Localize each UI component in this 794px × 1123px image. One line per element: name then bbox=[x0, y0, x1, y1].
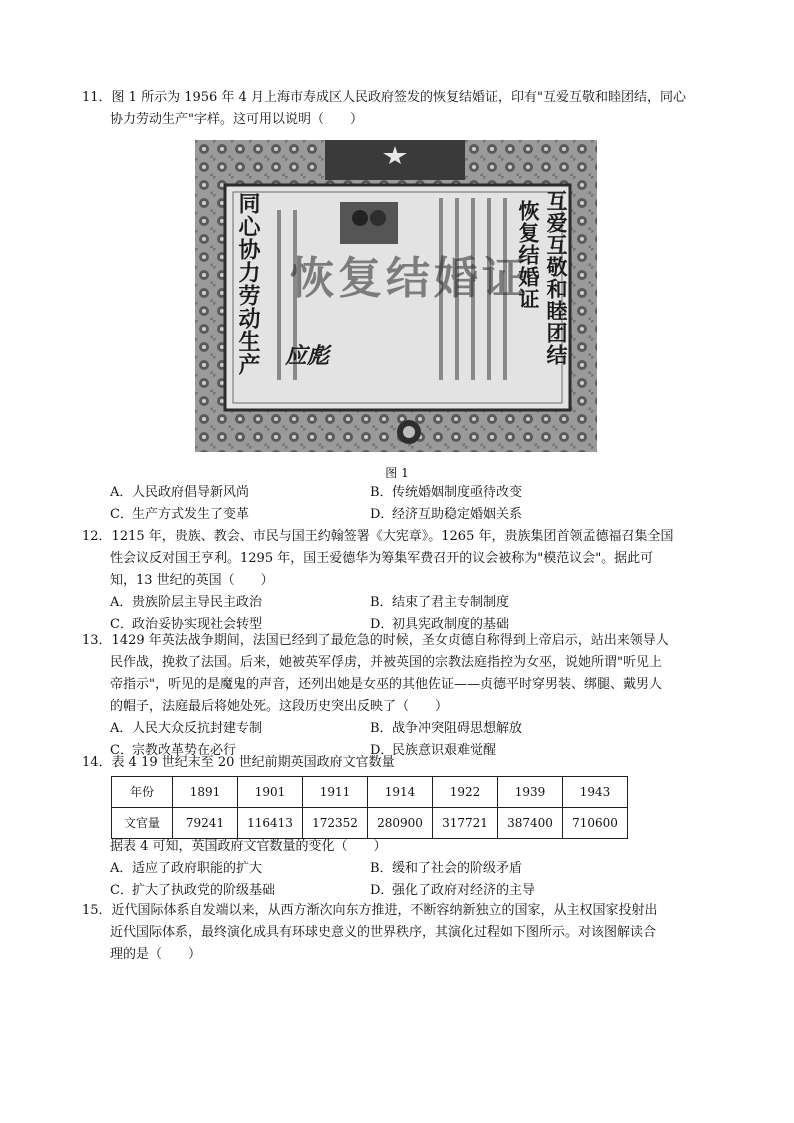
question-number: 15． bbox=[82, 903, 112, 918]
table-cell: 1922 bbox=[433, 777, 498, 808]
option-a[interactable]: A．人民大众反抗封建专制 bbox=[110, 721, 263, 736]
question-number: 11． bbox=[82, 90, 112, 105]
option-c[interactable]: C．宗教改革势在必行 bbox=[110, 743, 237, 758]
certificate-overlay-text: 恢复结婚证 bbox=[290, 253, 530, 304]
table-cell: 1914 bbox=[368, 777, 433, 808]
question-number: 12． bbox=[82, 529, 112, 544]
option-b[interactable]: B．缓和了社会的阶级矛盾 bbox=[370, 861, 523, 876]
table-cell: 172352 bbox=[303, 808, 368, 839]
question-stem-line: 图 1 所示为 1956 年 4 月上海市寿成区人民政府签发的恢复结婚证，印有"互爱互敬和睦团结，同心 bbox=[111, 90, 686, 105]
table-cell: 116413 bbox=[238, 808, 303, 839]
question-11 bbox=[82, 87, 722, 131]
option-b[interactable]: B．战争冲突阻碍思想解放 bbox=[370, 721, 523, 736]
table-header-cell: 年份 bbox=[112, 777, 173, 808]
option-c[interactable]: C．生产方式发生了变革 bbox=[110, 507, 250, 522]
option-a[interactable]: A．人民政府倡导新风尚 bbox=[110, 485, 250, 500]
certificate-right-slogan: 互爱互敬和睦团结 bbox=[544, 190, 569, 366]
question-13 bbox=[82, 630, 722, 762]
question-stem-line: 据表 4 可知，英国政府文官数量的变化（ ） bbox=[110, 839, 387, 854]
certificate-signature: 应彪 bbox=[285, 343, 330, 369]
certificate-left-slogan: 同心协力劳动生产 bbox=[235, 192, 261, 376]
option-d[interactable]: D．初具宪政制度的基础 bbox=[370, 617, 510, 632]
option-d[interactable]: D．经济互助稳定婚姻关系 bbox=[370, 507, 523, 522]
table-cell: 710600 bbox=[563, 808, 628, 839]
option-a[interactable]: A．贵族阶层主导民主政治 bbox=[110, 595, 263, 610]
question-stem-line: 知，13 世纪的英国（ ） bbox=[110, 573, 274, 588]
question-stem-line: 1215 年，贵族、教会、市民与国王约翰签署《大宪章》。1265 年，贵族集团首领孟德福召集全国 bbox=[111, 529, 674, 544]
question-number: 14． bbox=[82, 755, 112, 770]
option-c[interactable]: C．扩大了执政党的阶级基础 bbox=[110, 883, 276, 898]
table-cell: 280900 bbox=[368, 808, 433, 839]
question-stem-line: 近代国际体系自发端以来，从西方渐次向东方推进，不断容纳新独立的国家，从主权国家投射出 bbox=[111, 903, 658, 918]
table-title: 表 4 19 世纪末至 20 世纪前期英国政府文官数量 bbox=[111, 755, 395, 770]
question-14 bbox=[82, 752, 722, 774]
question-stem-line: 民作战，挽救了法国。后来，她被英军俘虏，并被英国的宗教法庭指控为女巫，说她所谓"听见上 bbox=[110, 655, 662, 670]
certificate-title: 恢复结婚证 bbox=[516, 200, 541, 310]
question-12 bbox=[82, 526, 722, 636]
table-header-cell: 文官量 bbox=[112, 808, 173, 839]
marriage-certificate-image bbox=[195, 140, 597, 452]
question-stem-line: 帝指示"，听见的是魔鬼的声音，还列出她是女巫的其他佐证——贞德平时穿男装、绑腿、戴男人 bbox=[110, 677, 662, 692]
table-cell: 387400 bbox=[498, 808, 563, 839]
civil-servant-table bbox=[111, 776, 628, 839]
table-cell: 1911 bbox=[303, 777, 368, 808]
question-stem-line: 性会议反对国王亨利。1295 年，国王爱德华为筹集军费召开的议会被称为"模范议会"。据此可 bbox=[110, 551, 654, 566]
option-b[interactable]: B．传统婚姻制度亟待改变 bbox=[370, 485, 523, 500]
question-stem-line: 的帽子，法庭最后将她处死。这段历史突出反映了（ ） bbox=[110, 699, 449, 714]
table-cell: 1939 bbox=[498, 777, 563, 808]
option-b[interactable]: B．结束了君主专制制度 bbox=[370, 595, 510, 610]
table-cell: 1891 bbox=[173, 777, 238, 808]
table-cell: 1943 bbox=[563, 777, 628, 808]
option-a[interactable]: A．适应了政府职能的扩大 bbox=[110, 861, 263, 876]
question-stem-line: 理的是（ ） bbox=[110, 947, 202, 962]
question-number: 13． bbox=[82, 633, 112, 648]
table-cell: 79241 bbox=[173, 808, 238, 839]
table-row bbox=[112, 777, 628, 808]
question-stem-line: 协力劳动生产"字样。这可用以说明（ ） bbox=[110, 112, 363, 127]
option-d[interactable]: D．强化了政府对经济的主导 bbox=[370, 883, 536, 898]
figure-caption: 图 1 bbox=[385, 466, 409, 480]
question-14-continued bbox=[82, 836, 722, 902]
option-c[interactable]: C．政治妥协实现社会转型 bbox=[110, 617, 263, 632]
question-stem-line: 近代国际体系，最终演化成具有环球史意义的世界秩序，其演化过程如下图所示。对该图解读合 bbox=[110, 925, 657, 940]
option-d[interactable]: D．民族意识艰难觉醒 bbox=[370, 743, 497, 758]
table-cell: 1901 bbox=[238, 777, 303, 808]
question-stem-line: 1429 年英法战争期间，法国已经到了最危急的时候，圣女贞德自称得到上帝启示，站出来领导人 bbox=[111, 633, 669, 648]
table-cell: 317721 bbox=[433, 808, 498, 839]
question-15 bbox=[82, 900, 722, 966]
table-row bbox=[112, 808, 628, 839]
question-11-options bbox=[82, 482, 722, 526]
